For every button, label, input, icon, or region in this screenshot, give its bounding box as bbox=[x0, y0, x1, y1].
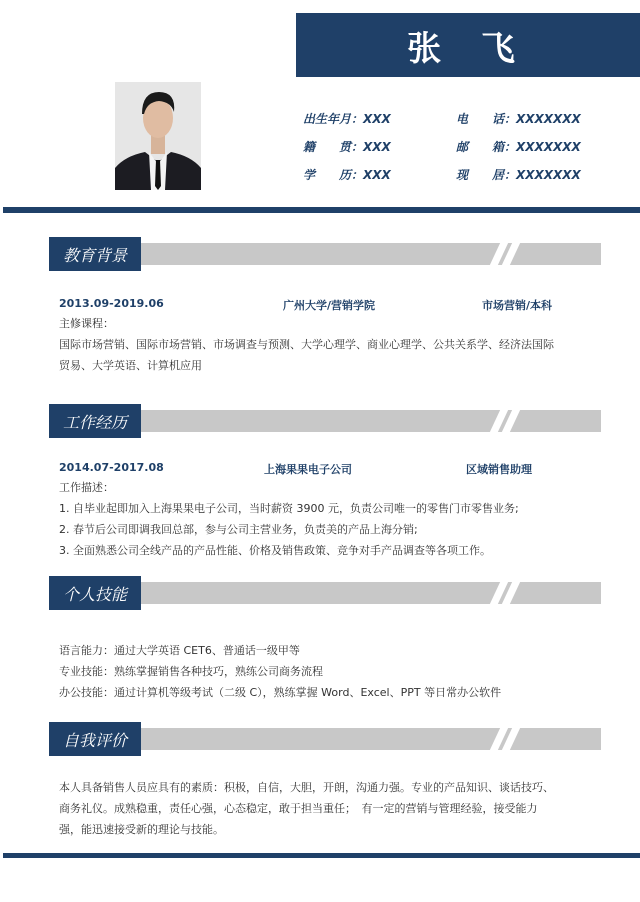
info-label: 出生年月： bbox=[303, 112, 364, 126]
section-title: 工作经历 bbox=[49, 404, 141, 438]
edu-label: 主修课程： bbox=[59, 317, 114, 330]
info-origin bbox=[303, 138, 391, 155]
info-value: XXXXXXX bbox=[516, 168, 581, 182]
info-value: XXX bbox=[363, 140, 391, 154]
section-bar bbox=[141, 243, 601, 265]
edu-date: 2013.09-2019.06 bbox=[59, 297, 164, 310]
info-label: 籍 贯： bbox=[303, 140, 364, 154]
name-banner bbox=[296, 13, 640, 77]
work-position: 区域销售助理 bbox=[466, 463, 532, 476]
info-value: XXX bbox=[363, 168, 391, 182]
work-item: 3. 全面熟悉公司全线产品的产品性能、价格及销售政策、竞争对手产品调查等各项工作。 bbox=[59, 544, 491, 557]
section-bar bbox=[141, 410, 601, 432]
work-date: 2014.07-2017.08 bbox=[59, 461, 164, 474]
info-residence bbox=[456, 166, 581, 183]
section-bar bbox=[141, 728, 601, 750]
section-header-skills bbox=[49, 576, 601, 610]
work-item: 2. 春节后公司即调我回总部，参与公司主营业务，负责美的产品上海分销; bbox=[59, 523, 418, 536]
edu-courses-line: 国际市场营销、国际市场营销、市场调查与预测、大学心理学、商业心理学、公共关系学、经济法国际 bbox=[59, 338, 554, 351]
edu-major: 市场营销/本科 bbox=[482, 299, 553, 312]
info-education bbox=[303, 166, 391, 183]
work-item: 1. 自毕业起即加入上海果果电子公司，当时薪资 3900 元，负责公司唯一的零售门市零售业务; bbox=[59, 502, 519, 515]
info-label: 邮 箱： bbox=[456, 140, 517, 154]
work-company: 上海果果电子公司 bbox=[264, 463, 352, 476]
info-email bbox=[456, 138, 581, 155]
skill-item: 语言能力：通过大学英语 CET6、普通话一级甲等 bbox=[59, 644, 300, 657]
section-header-education bbox=[49, 237, 601, 271]
info-value: XXXXXXX bbox=[516, 112, 581, 126]
profile-photo bbox=[115, 82, 201, 190]
section-header-self bbox=[49, 722, 601, 756]
edu-school: 广州大学/营销学院 bbox=[283, 299, 376, 312]
info-birth bbox=[303, 110, 391, 127]
info-label: 电 话： bbox=[456, 112, 517, 126]
info-value: XXX bbox=[363, 112, 391, 126]
resume-name: 张 飞 bbox=[407, 28, 529, 69]
person-portrait-icon bbox=[115, 82, 201, 190]
info-label: 学 历： bbox=[303, 168, 364, 182]
self-line: 强，能迅速接受新的理论与技能。 bbox=[59, 823, 224, 836]
section-title: 教育背景 bbox=[49, 237, 141, 271]
self-line: 本人具备销售人员应具有的素质：积极，自信，大胆，开朗，沟通力强。专业的产品知识、谈话技巧、 bbox=[59, 781, 554, 794]
section-header-work bbox=[49, 404, 601, 438]
section-title: 自我评价 bbox=[49, 722, 141, 756]
skill-item: 专业技能：熟练掌握销售各种技巧，熟练公司商务流程 bbox=[59, 665, 323, 678]
info-value: XXXXXXX bbox=[516, 140, 581, 154]
skill-item: 办公技能：通过计算机等级考试（二级 C），熟练掌握 Word、Excel、PPT 等日常办公软件 bbox=[59, 686, 502, 699]
info-label: 现 居： bbox=[456, 168, 517, 182]
self-line: 商务礼仪。成熟稳重，责任心强，心态稳定，敢于担当重任； 有一定的营销与管理经验，接受能力 bbox=[59, 802, 538, 815]
section-bar bbox=[141, 582, 601, 604]
info-phone bbox=[456, 110, 581, 127]
edu-courses-line: 贸易、大学英语、计算机应用 bbox=[59, 359, 202, 372]
work-label: 工作描述： bbox=[59, 481, 114, 494]
footer-divider bbox=[3, 853, 640, 858]
header-divider bbox=[3, 207, 640, 213]
section-title: 个人技能 bbox=[49, 576, 141, 610]
